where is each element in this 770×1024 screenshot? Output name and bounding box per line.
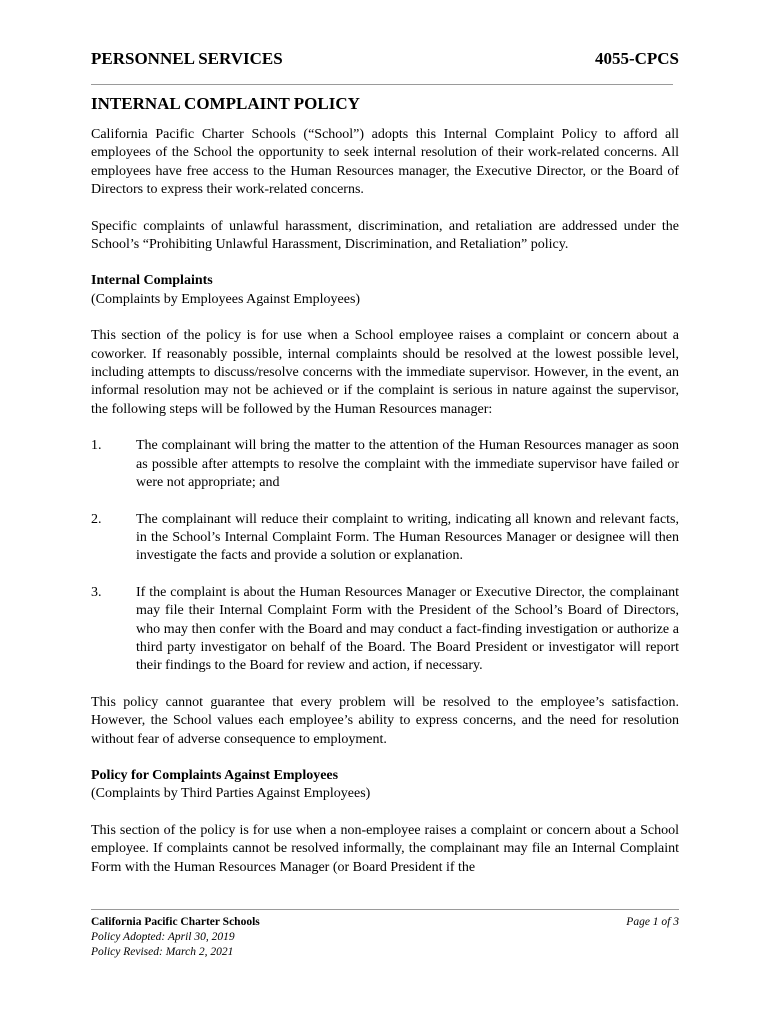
section-heading: Policy for Complaints Against Employees [91, 767, 339, 783]
page-title: INTERNAL COMPLAINT POLICY [91, 94, 360, 113]
adopted-date: Policy Adopted: April 30, 2019 [91, 931, 235, 943]
list-item [91, 511, 679, 566]
section-subheading: (Complaints by Third Parties Against Employees) [91, 786, 371, 802]
list-text: The complainant will bring the matter to the attention of the Human Resources manager as soon as possible after attempts to resolve the complaint with the immediate supervisor have failed or were not appropriate; and [136, 438, 679, 491]
list-text: If the complaint is about the Human Resources Manager or Executive Director, the complainant may file their Internal Complaint Form with the President of the School’s Board of Directors, who may then confer with the Board and may conduct a fact-finding investigation or authorize a third party investigator on behalf of the Board. The Board President or investigator will report their findings to the Board for review and action, if necessary. [136, 584, 679, 674]
intro-paragraph: California Pacific Charter Schools (“School”) adopts this Internal Complaint Policy to afford all employees of the School the opportunity to seek internal resolution of their work-related concerns. All employees have free access to the Human Resources manager, the Executive Director, or the Board of Directors to express their work-related concerns. [91, 127, 679, 198]
section-name: PERSONNEL SERVICES [91, 49, 283, 68]
list-item [91, 437, 679, 492]
page-footer [91, 909, 679, 960]
page-header [91, 48, 679, 70]
section-internal-complaints [91, 272, 679, 309]
page-number: Page 1 of 3 [626, 916, 679, 928]
footer-organization: California Pacific Charter Schools [91, 916, 260, 928]
section-paragraph: This section of the policy is for use when a School employee raises a complaint or concern about a coworker. If reasonably possible, internal complaints should be resolved at the lowest possible level, including attempts to discuss/resolve concerns with the immediate supervisor. However, in the event, an informal resolution may not be achieved or if the complaint is serious in nature against the supervisor, the following steps will be followed by the Human Resources manager: [91, 328, 679, 417]
section-heading: Internal Complaints [91, 273, 213, 289]
list-number: 3. [91, 584, 102, 600]
closing-paragraph: This policy cannot guarantee that every problem will be resolved to the employee’s satisfaction. However, the School values each employee’s ability to express concerns, and the need for resolution without fear of adverse consequence to employment. [91, 694, 679, 747]
footer-divider [91, 909, 679, 910]
section-subheading: (Complaints by Employees Against Employees) [91, 291, 361, 307]
list-number: 2. [91, 511, 102, 527]
footer-row [91, 915, 679, 930]
steps-list [91, 437, 679, 675]
intro-paragraph: Specific complaints of unlawful harassment, discrimination, and retaliation are addressed under the School’s “Prohibiting Unlawful Harassment, Discrimination, and Retaliation” policy. [91, 218, 679, 253]
section-third-party [91, 767, 679, 804]
revised-date: Policy Revised: March 2, 2021 [91, 946, 234, 958]
list-number: 1. [91, 438, 102, 454]
list-item [91, 584, 679, 676]
header-divider [91, 84, 673, 85]
section-paragraph: This section of the policy is for use when a non-employee raises a complaint or concern about a School employee. If complaints cannot be resolved informally, the complainant may file an Internal Complaint Form with the Human Resources Manager (or Board President if the [91, 822, 679, 875]
list-text: The complainant will reduce their complaint to writing, indicating all known and relevant facts, in the School’s Internal Complaint Form. The Human Resources Manager or designee will then investigate the facts and provide a solution or explanation. [136, 511, 679, 564]
document-page [91, 48, 679, 877]
policy-code: 4055-CPCS [594, 49, 679, 68]
